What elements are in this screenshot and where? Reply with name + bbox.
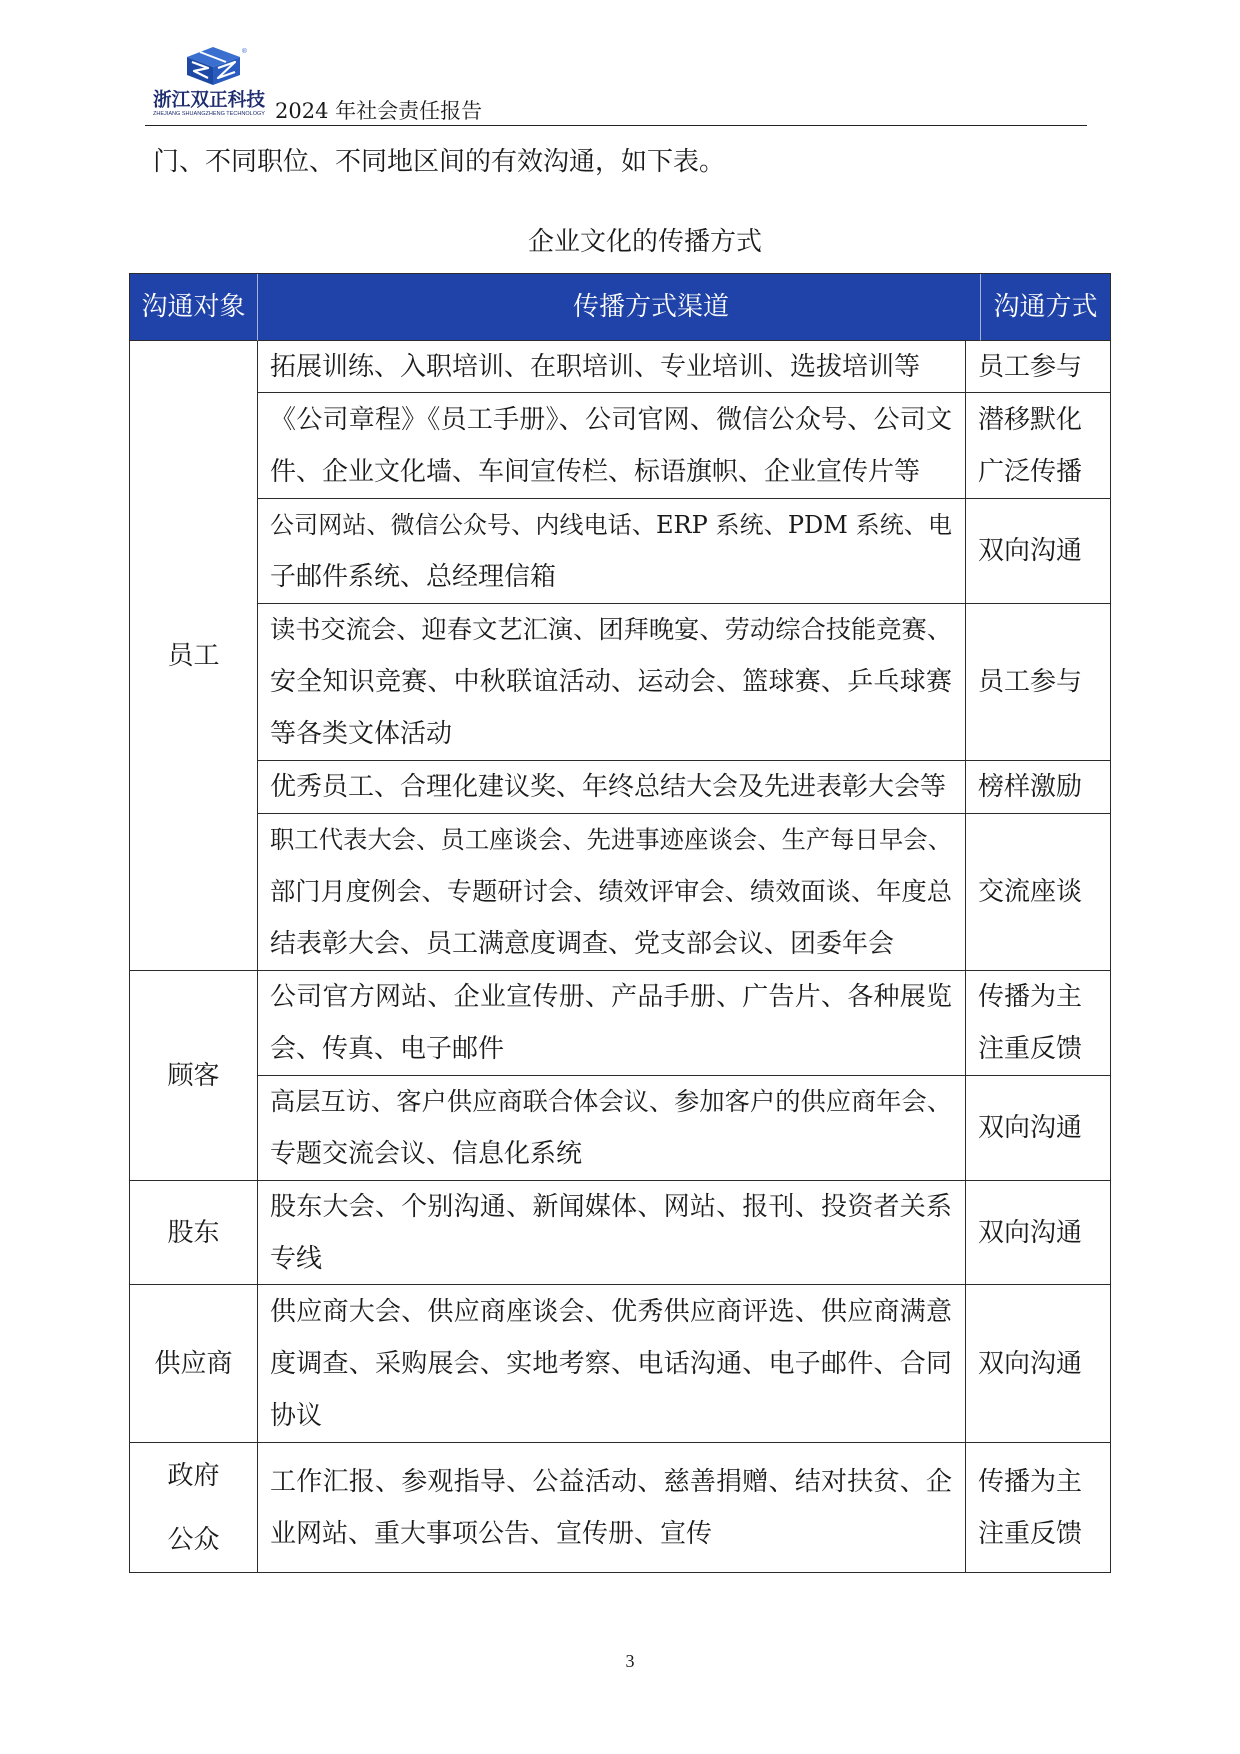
audience-group	[130, 341, 1111, 971]
channel-text: 高层互访、客户供应商联合体会议、参加客户的供应商年会、	[270, 1087, 952, 1116]
channel-rows	[258, 1181, 1111, 1285]
audience-label: 供应商	[154, 1348, 233, 1379]
audience-group	[130, 1443, 1111, 1573]
method-cell	[966, 971, 1111, 1076]
method-label: 注重反馈	[978, 1518, 1083, 1549]
audience-group	[130, 971, 1111, 1181]
audience-group	[130, 1181, 1111, 1285]
method-label: 注重反馈	[978, 1034, 1083, 1064]
channel-line	[270, 1456, 952, 1508]
channel-line	[270, 814, 952, 866]
channel-line	[270, 341, 952, 393]
table-row	[258, 499, 1111, 604]
channel-cell	[258, 761, 966, 814]
audience-cell	[130, 971, 258, 1181]
method-label: 双向沟通	[978, 536, 1083, 566]
method-cell	[966, 761, 1111, 814]
channel-line	[270, 1286, 952, 1338]
method-cell	[966, 393, 1111, 499]
audience-label: 员工	[167, 640, 220, 671]
channel-cell	[258, 1443, 966, 1573]
channel-text: 公司官方网站、企业宣传册、产品手册、广告片、各种展览	[270, 982, 952, 1012]
channel-line	[270, 1181, 952, 1233]
report-title: 2024 年社会责任报告	[275, 99, 483, 123]
logo-name-cn: 浙江双正科技	[153, 90, 265, 111]
channel-text: 安全知识竞赛、中秋联谊活动、运动会、篮球赛、乒乓球赛	[270, 667, 952, 697]
channel-cell	[258, 499, 966, 604]
audience-label: 顾客	[167, 1060, 220, 1091]
channel-line	[270, 1233, 952, 1285]
audience-label: 股东	[167, 1217, 220, 1248]
channel-text: 股东大会、个别沟通、新闻媒体、网站、报刊、投资者关系	[270, 1191, 952, 1222]
channel-text: 协议	[270, 1400, 323, 1431]
communication-table	[129, 273, 1111, 1573]
channel-rows	[258, 1443, 1111, 1573]
table-row	[258, 604, 1111, 761]
channel-text: 《公司章程》《员工手册》、公司官网、微信公众号、公司文	[270, 404, 952, 435]
column-header-audience: 沟通对象	[130, 274, 258, 341]
method-cell	[966, 1443, 1111, 1573]
table-row	[258, 1443, 1111, 1573]
method-label: 广泛传播	[978, 456, 1083, 487]
method-label: 双向沟通	[978, 1217, 1083, 1248]
audience-cell	[130, 1443, 258, 1573]
channel-rows	[258, 971, 1111, 1181]
table-row	[258, 393, 1111, 499]
channel-text: 等各类文体活动	[270, 719, 453, 749]
channel-line	[270, 1508, 952, 1560]
column-header-channel: 传播方式渠道	[258, 274, 981, 341]
method-label: 传播为主	[978, 982, 1083, 1012]
channel-line	[270, 1338, 952, 1390]
method-label: 员工参与	[978, 351, 1083, 382]
channel-line	[270, 656, 952, 708]
table-row	[258, 814, 1111, 971]
method-label: 双向沟通	[978, 1348, 1083, 1379]
method-label: 榜样激励	[978, 772, 1083, 802]
channel-line	[270, 761, 952, 813]
logo-name-en: ZHEJIANG SHUANGZHENG TECHNOLOGY	[153, 111, 266, 117]
method-label: 传播为主	[978, 1466, 1083, 1497]
table-caption: 企业文化的传播方式	[528, 227, 763, 257]
channel-cell	[258, 341, 966, 393]
method-cell	[966, 1285, 1111, 1443]
channel-line	[270, 1023, 952, 1075]
channel-text: 专题交流会议、信息化系统	[270, 1139, 583, 1169]
header-divider	[145, 125, 1087, 126]
registered-mark: ®	[242, 48, 247, 55]
channel-text: 件、企业文化墙、车间宣传栏、标语旗帜、企业宣传片等	[270, 456, 921, 487]
audience-cell	[130, 1285, 258, 1443]
audience-label: 政府	[167, 1460, 220, 1491]
channel-text: 会、传真、电子邮件	[270, 1034, 505, 1064]
method-cell	[966, 341, 1111, 393]
channel-cell	[258, 1285, 966, 1443]
channel-line	[270, 971, 952, 1023]
logo-cube-icon	[187, 47, 240, 85]
channel-line	[270, 499, 952, 551]
channel-line	[270, 1390, 952, 1442]
channel-text: 职工代表大会、员工座谈会、先进事迹座谈会、生产每日早会、	[270, 825, 952, 854]
audience-cell	[130, 341, 258, 971]
channel-cell	[258, 1181, 966, 1285]
channel-line	[270, 1128, 952, 1180]
table-row	[258, 761, 1111, 814]
channel-text: 业网站、重大事项公告、宣传册、宣传	[270, 1518, 713, 1549]
channel-line	[270, 866, 952, 918]
channel-text: 供应商大会、供应商座谈会、优秀供应商评选、供应商满意	[270, 1296, 952, 1327]
table-row	[258, 341, 1111, 393]
method-label: 员工参与	[978, 667, 1083, 697]
column-header-method: 沟通方式	[981, 274, 1111, 341]
channel-rows	[258, 341, 1111, 971]
intro-paragraph: 门、不同职位、不同地区间的有效沟通，如下表。	[153, 147, 726, 177]
method-label: 潜移默化	[978, 404, 1083, 435]
method-cell	[966, 499, 1111, 604]
channel-cell	[258, 814, 966, 971]
table-header-row	[130, 274, 1111, 341]
channel-line	[270, 1076, 952, 1128]
table-row	[258, 971, 1111, 1076]
channel-line	[270, 446, 952, 498]
method-cell	[966, 1181, 1111, 1285]
company-logo	[150, 40, 280, 120]
channel-text: 优秀员工、合理化建议奖、年终总结大会及先进表彰大会等	[270, 772, 947, 802]
channel-cell	[258, 1076, 966, 1181]
channel-line	[270, 708, 952, 760]
channel-cell	[258, 393, 966, 499]
page-number: 3	[625, 1651, 635, 1671]
audience-group	[130, 1285, 1111, 1443]
channel-text: 结表彰大会、员工满意度调查、党支部会议、团委年会	[270, 929, 895, 959]
channel-line	[270, 604, 952, 656]
channel-cell	[258, 604, 966, 761]
audience-label: 公众	[167, 1524, 220, 1555]
channel-text: 度调查、采购展会、实地考察、电话沟通、电子邮件、合同	[270, 1348, 952, 1379]
channel-line	[270, 551, 952, 603]
audience-cell	[130, 1181, 258, 1285]
channel-text: 工作汇报、参观指导、公益活动、慈善捐赠、结对扶贫、企	[270, 1466, 952, 1497]
channel-text: 拓展训练、入职培训、在职培训、专业培训、选拔培训等	[270, 351, 921, 382]
method-cell	[966, 814, 1111, 971]
channel-cell	[258, 971, 966, 1076]
table-row	[258, 1181, 1111, 1285]
channel-rows	[258, 1285, 1111, 1443]
table-body	[130, 341, 1111, 1573]
channel-text: 部门月度例会、专题研讨会、绩效评审会、绩效面谈、年度总	[270, 877, 952, 906]
method-label: 交流座谈	[978, 877, 1083, 907]
channel-text: 读书交流会、迎春文艺汇演、团拜晚宴、劳动综合技能竞赛、	[270, 615, 952, 644]
method-cell	[966, 1076, 1111, 1181]
table-row	[258, 1285, 1111, 1443]
table-row	[258, 1076, 1111, 1181]
method-label: 双向沟通	[978, 1113, 1083, 1143]
channel-text: 子邮件系统、总经理信箱	[270, 562, 557, 592]
channel-line	[270, 394, 952, 446]
channel-line	[270, 918, 952, 970]
channel-text: 专线	[270, 1243, 323, 1274]
channel-text: 公司网站、微信公众号、内线电话、ERP 系统、PDM 系统、电	[270, 511, 952, 539]
method-cell	[966, 604, 1111, 761]
